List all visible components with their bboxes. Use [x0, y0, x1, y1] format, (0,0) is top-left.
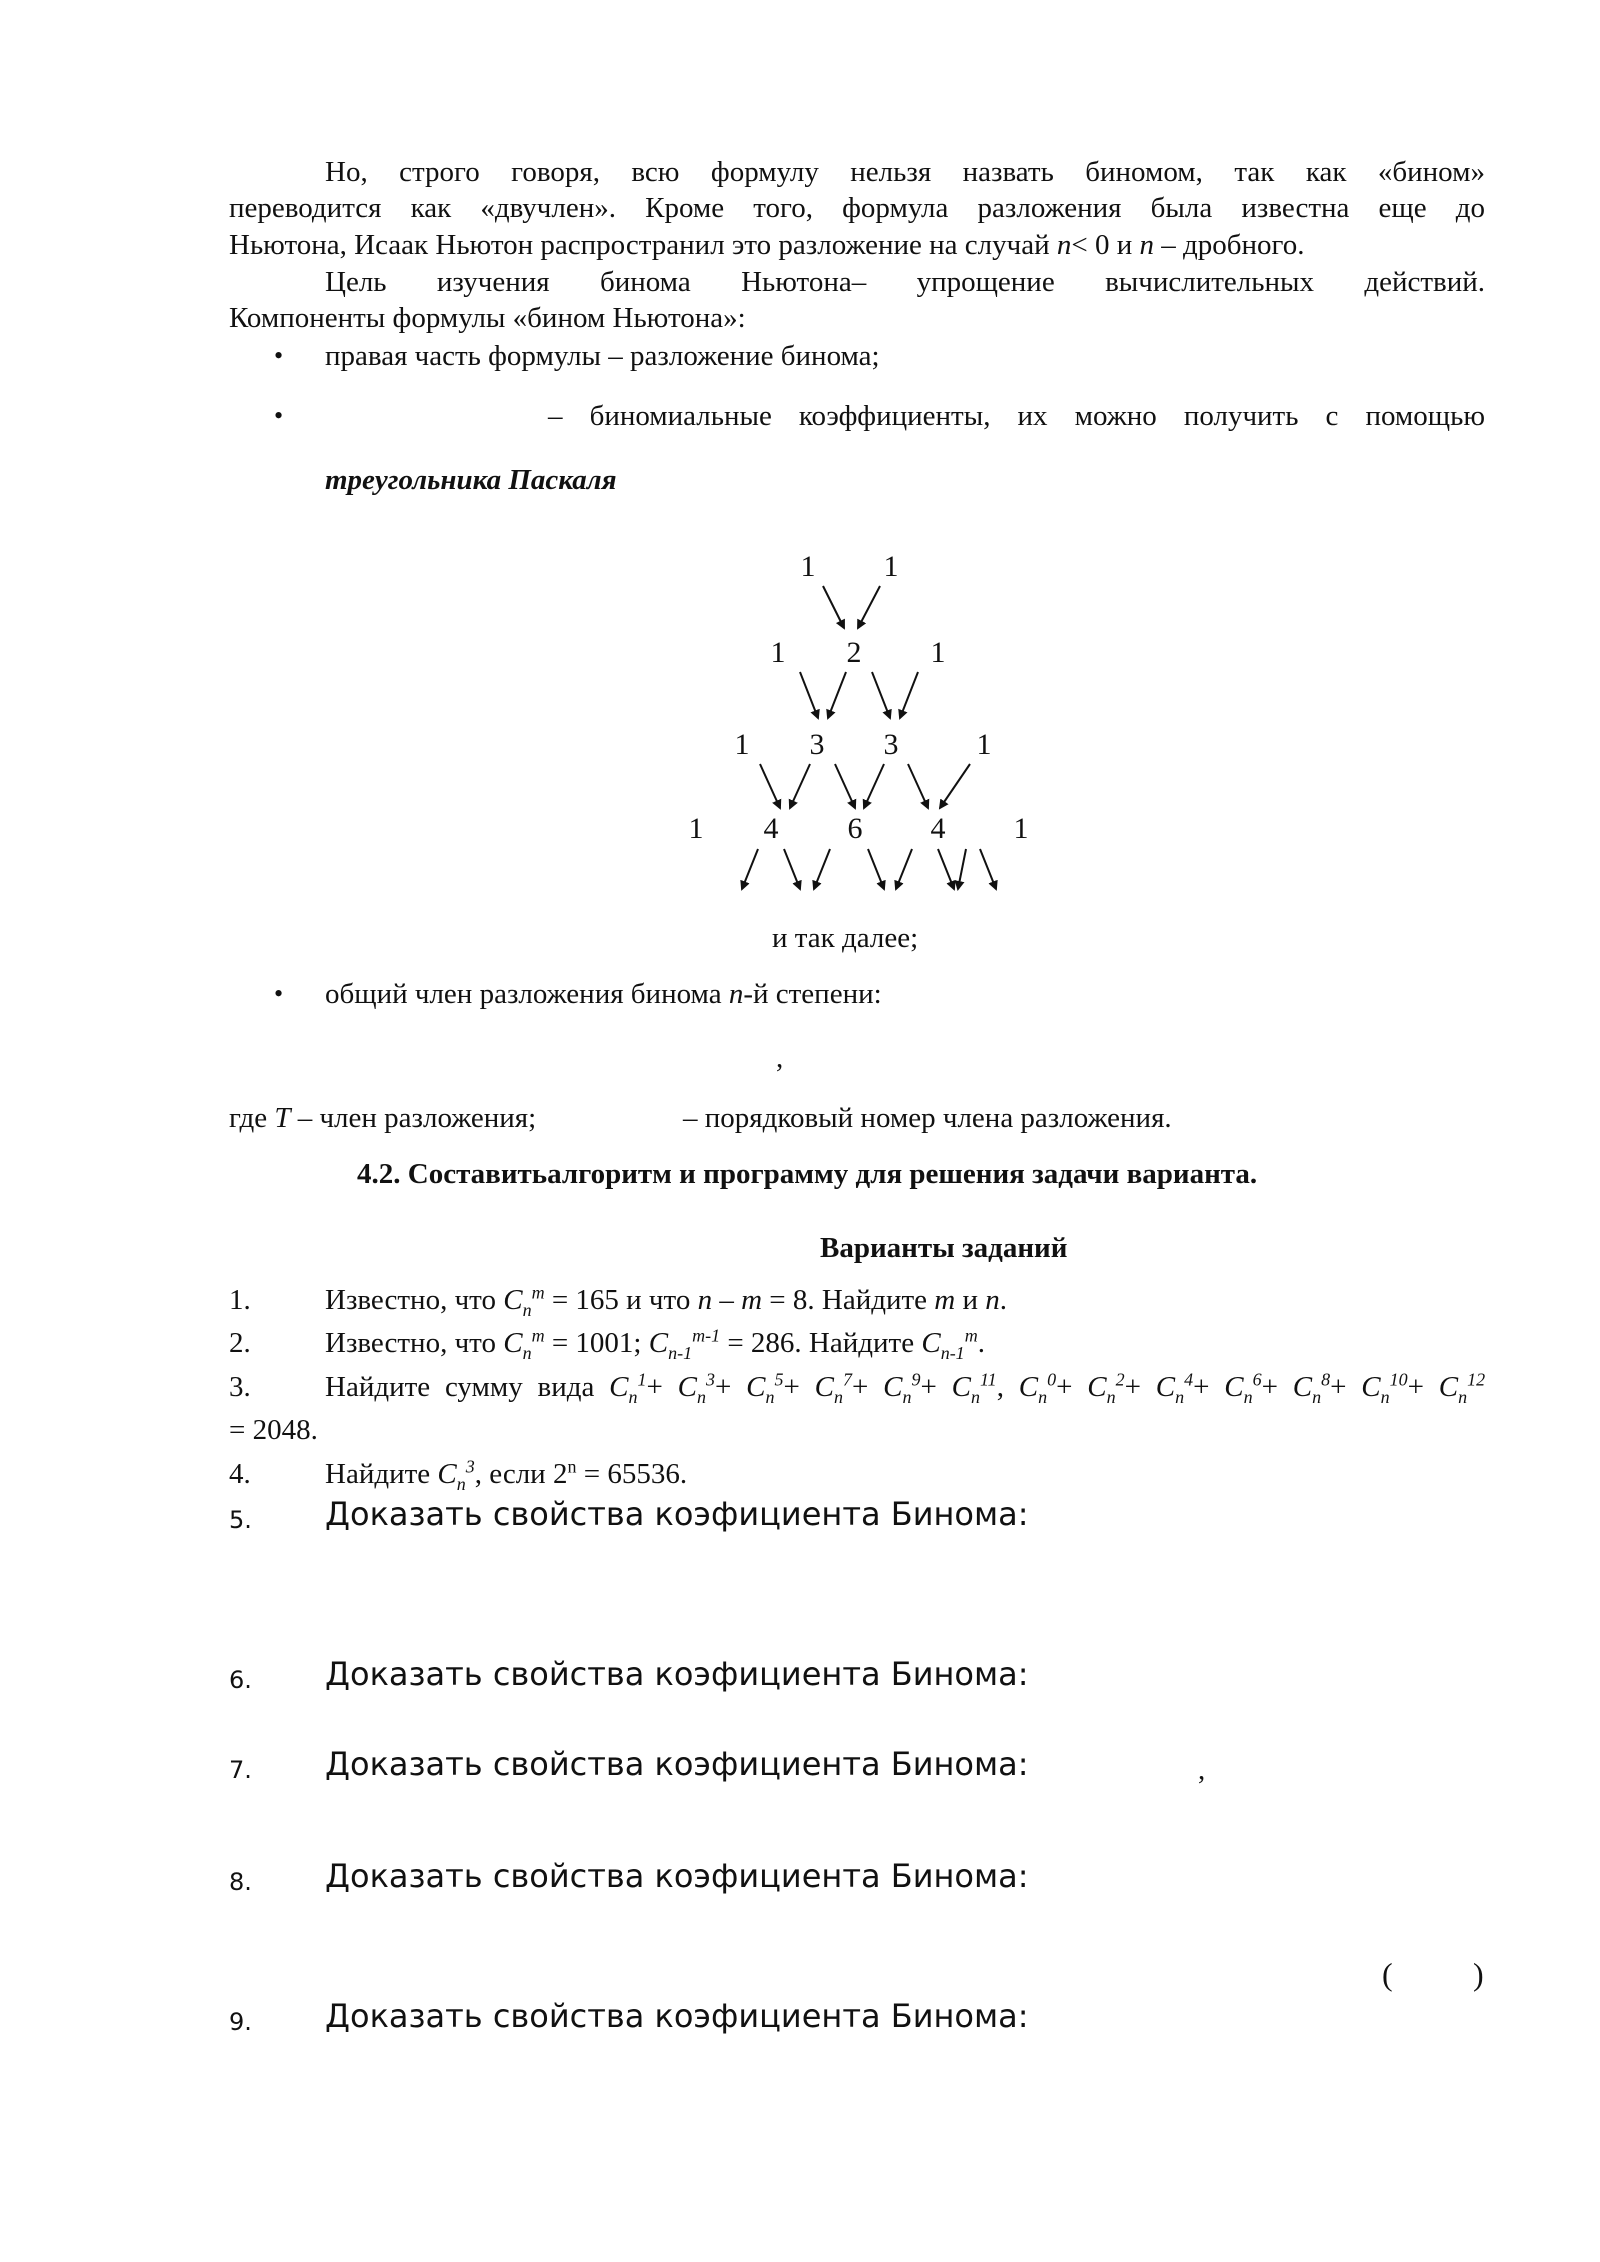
section-heading: 4.2. Составитьалгоритм и программу для решения задачи варианта. — [357, 1158, 1258, 1190]
para2-line2: Компоненты формулы «бином Ньютона»: — [229, 302, 746, 334]
pascal-r1-c2: 1 — [883, 550, 899, 583]
pascal-r3-c4: 1 — [976, 728, 992, 761]
pascal-arrow — [868, 849, 884, 889]
pascal-arrow — [940, 764, 970, 808]
bullet-2-text: – биномиальные коэффициенты, их можно получить с помощью — [548, 400, 1485, 432]
para1-line2: переводится как «двучлен». Кроме того, формула разложения была известна еще до — [229, 192, 1485, 224]
para1-line3: Ньютона, Исаак Ньютон распространил это разложение на случай n< 0 и n – дробного. — [229, 229, 1305, 261]
para1-line1: Но, строго говоря, всю формулу нельзя назвать биномом, так как «бином» — [325, 156, 1485, 188]
pascal-arrow — [828, 672, 846, 718]
pascal-arrow — [823, 586, 844, 628]
task-6-number: 6. — [229, 1666, 252, 1694]
pascal-arrow — [790, 764, 810, 808]
bullet-marker-2: • — [274, 401, 284, 430]
pascal-r1-c1: 1 — [800, 550, 816, 583]
formula-comma: , — [776, 1042, 784, 1074]
task-8-paren-close: ) — [1473, 1956, 1484, 1992]
pascal-r4-c2: 4 — [763, 812, 779, 845]
pascal-arrow — [742, 849, 758, 889]
pascal-arrow — [864, 764, 884, 808]
task-3-text: Найдите сумму вида $C_n^1+ C_n^3+ C_n^5+ C_n^7+ C_n^9+ C_n^{11}$, $C_n^0+ C_n^2+ C_n^4+ C_n^6+ C_n^8+ C_n^{10}+ C_n^{12}$ — [325, 1369, 1486, 1407]
pascal-r4-c5: 1 — [1013, 812, 1029, 845]
bullet-1-text: правая часть формулы – разложение бинома; — [325, 340, 880, 372]
pascal-r3-c2: 3 — [809, 728, 825, 761]
where-line-end: – порядковый номер члена разложения. — [683, 1102, 1172, 1134]
task-7-text: Доказать свойства коэфициента Бинома: — [325, 1745, 1029, 1783]
pascal-r2-c2: 2 — [846, 636, 862, 669]
bullet-3-text: общий член разложения бинома n-й степени: — [325, 978, 882, 1010]
variants-title: Варианты заданий — [820, 1232, 1068, 1264]
task-4-text: Найдите $C_n^3$, если $2^n = 65536$. — [325, 1456, 688, 1494]
pascal-arrow — [784, 849, 800, 889]
task-9-number: 9. — [229, 2008, 252, 2036]
task-2-text: Известно, что $C_n^m = 1001$; $C_{n-1}^{m-1} = 286$. Найдите $C_{n-1}^m$. — [325, 1325, 985, 1363]
pascal-r4-c3: 6 — [847, 812, 863, 845]
task-8-paren-open: ( — [1382, 1956, 1393, 1992]
task-5-number: 5. — [229, 1506, 252, 1534]
pascal-r4-c4: 4 — [930, 812, 946, 845]
task-8-text: Доказать свойства коэфициента Бинома: — [325, 1857, 1029, 1895]
pascal-r3-c1: 1 — [734, 728, 750, 761]
task-8-number: 8. — [229, 1868, 252, 1896]
task-1-text: Известно, что $C_n^m = 165$ и что n – m = 8. Найдите m и n. — [325, 1282, 1008, 1320]
bullet-2-continuation: треугольника Паскаля — [325, 464, 617, 496]
where-line: где T – член разложения; — [229, 1102, 537, 1134]
task-2-number: 2. — [229, 1327, 251, 1359]
task-9-text: Доказать свойства коэфициента Бинома: — [325, 1997, 1029, 2035]
pascal-arrow — [908, 764, 928, 808]
task-1-number: 1. — [229, 1284, 251, 1316]
pascal-arrow — [938, 849, 954, 889]
pascal-arrow — [760, 764, 780, 808]
pascal-arrow — [872, 672, 890, 718]
pascal-arrow — [858, 586, 880, 628]
pascal-arrow — [800, 672, 818, 718]
pascal-triangle — [680, 540, 1060, 860]
task-7-number: 7. — [229, 1756, 252, 1784]
pascal-arrow — [980, 849, 996, 889]
task-6-text: Доказать свойства коэфициента Бинома: — [325, 1655, 1029, 1693]
task-5-text: Доказать свойства коэфициента Бинома: — [325, 1495, 1029, 1533]
task-4-number: 4. — [229, 1458, 251, 1490]
pascal-r2-c1: 1 — [770, 636, 786, 669]
pascal-bottom-arrows — [730, 845, 1000, 895]
pascal-arrow — [814, 849, 830, 889]
bullet-marker-1: • — [274, 341, 284, 370]
pascal-r3-c3: 3 — [883, 728, 899, 761]
para2-line1: Цель изучения бинома Ньютона– упрощение вычислительных действий. — [325, 266, 1485, 298]
task-3-number: 3. — [229, 1371, 251, 1403]
pascal-r4-c1: 1 — [688, 812, 704, 845]
task-7-comma: , — [1198, 1754, 1206, 1786]
and-so-on: и так далее; — [772, 922, 919, 954]
pascal-arrow — [896, 849, 912, 889]
bullet-marker-3: • — [274, 979, 284, 1008]
pascal-arrow — [900, 672, 918, 718]
pascal-arrow — [958, 849, 966, 889]
pascal-arrow — [835, 764, 855, 808]
task-3-tail: = 2048. — [229, 1414, 318, 1446]
pascal-r2-c3: 1 — [930, 636, 946, 669]
